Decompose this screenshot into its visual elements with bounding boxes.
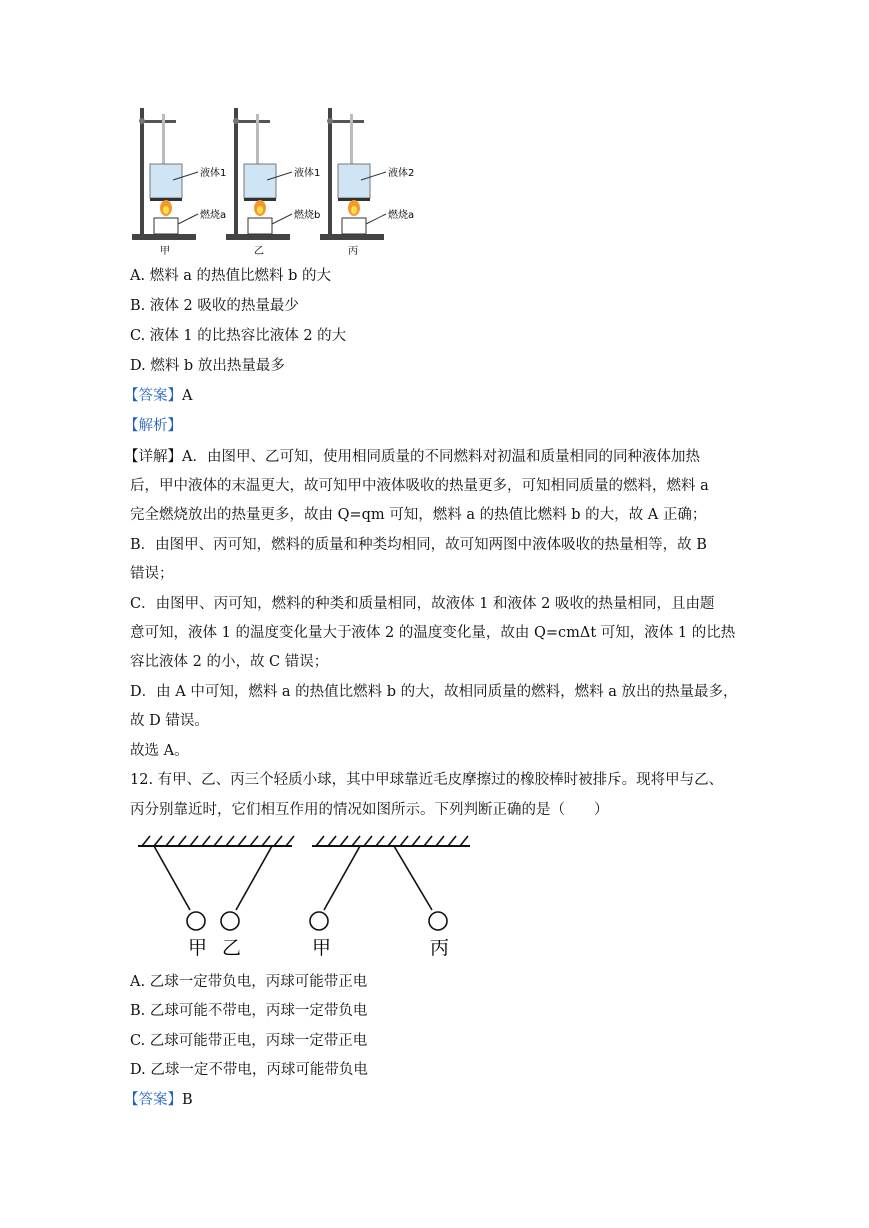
- heating-experiment-figure: [128, 100, 418, 260]
- caption-yi: 乙: [254, 246, 264, 257]
- answer-tag: 【答案】: [124, 388, 182, 404]
- ball-yi: [221, 912, 239, 930]
- explanation-line-11: 故选 A。: [130, 743, 189, 759]
- setup-yi: [226, 108, 320, 257]
- q12-stem-line-1: 12. 有甲、乙、丙三个轻质小球，其中甲球靠近毛皮摩擦过的橡胶棒时被排斥。现将甲与乙、: [130, 772, 724, 788]
- left-ceiling: [138, 836, 294, 846]
- ball-bing: [429, 912, 447, 930]
- q12-answer: [124, 1090, 193, 1110]
- q12-option-d: D. 乙球一定不带电，丙球可能带负电: [130, 1062, 368, 1078]
- charged-balls-figure: [134, 834, 474, 966]
- caption-bing: 丙: [348, 246, 358, 257]
- answer-value: A: [182, 388, 193, 404]
- setup-bing: [320, 108, 414, 257]
- q11-answer: [124, 386, 192, 406]
- label-jia-left: 甲: [188, 937, 208, 959]
- analysis-tag: 【解析】: [124, 418, 182, 434]
- q12-option-a: A. 乙球一定带负电，丙球可能带正电: [130, 974, 368, 990]
- answer-tag: 【答案】: [124, 1092, 182, 1108]
- explanation-line-4: B．由图甲、丙可知，燃料的质量和种类均相同，故可知两图中液体吸收的热量相等，故 B: [130, 537, 707, 553]
- q11-option-d: D. 燃料 b 放出热量最多: [130, 358, 285, 374]
- explanation-line-2: 后，甲中液体的末温更大，故可知甲中液体吸收的热量更多，可知相同质量的燃料，燃料 a: [130, 478, 709, 494]
- ball-jia-right: [310, 912, 328, 930]
- q12-option-c: C. 乙球可能带正电，丙球一定带正电: [130, 1033, 368, 1049]
- fuel-label-bing: 燃烧a: [388, 210, 415, 221]
- explanation-line-9: D．由 A 中可知，燃料 a 的热值比燃料 b 的大，故相同质量的燃料，燃料 a 放出的热量最多，: [130, 684, 738, 700]
- explanation-line-6: C．由图甲、丙可知，燃料的种类和质量相同，故液体 1 和液体 2 吸收的热量相同，且由题: [130, 596, 715, 612]
- liquid-label-yi: 液体1: [294, 168, 321, 179]
- q11-option-b: B. 液体 2 吸收的热量最少: [130, 298, 299, 314]
- label-jia-right: 甲: [312, 937, 332, 959]
- liquid-label-bing: 液体2: [388, 168, 415, 179]
- fuel-label-jia: 燃烧a: [200, 210, 227, 221]
- explanation-line-7: 意可知，液体 1 的温度变化量大于液体 2 的温度变化量，故由 Q=cmΔt 可知，液体 1 的比热: [130, 625, 736, 641]
- setup-jia: [132, 108, 226, 257]
- label-bing: 丙: [430, 937, 450, 959]
- explanation-line-1: 【详解】A．由图甲、乙可知，使用相同质量的不同燃料对初温和质量相同的同种液体加热: [124, 449, 700, 465]
- q12-option-b: B. 乙球可能不带电，丙球一定带负电: [130, 1003, 368, 1019]
- detail-tag: 【详解】: [124, 449, 182, 465]
- explanation-line-5: 错误；: [130, 566, 174, 582]
- answer-value: B: [182, 1092, 193, 1108]
- explanation-line-8: 容比液体 2 的小，故 C 错误；: [130, 654, 329, 670]
- right-ceiling: [312, 836, 470, 846]
- q11-option-c: C. 液体 1 的比热容比液体 2 的大: [130, 328, 347, 344]
- q12-stem-line-2: 丙分别靠近时，它们相互作用的情况如图所示。下列判断正确的是（ ）: [130, 802, 609, 818]
- label-yi: 乙: [222, 937, 242, 959]
- caption-jia: 甲: [160, 246, 170, 257]
- q11-option-a: A. 燃料 a 的热值比燃料 b 的大: [130, 268, 332, 284]
- explanation-line-10: 故 D 错误。: [130, 713, 209, 729]
- fuel-label-yi: 燃烧b: [294, 210, 321, 221]
- liquid-label-jia: 液体1: [200, 168, 227, 179]
- ball-jia-left: [187, 912, 205, 930]
- explanation-line-3: 完全燃烧放出的热量更多，故由 Q=qm 可知，燃料 a 的热值比燃料 b 的大，故 A 正确；: [130, 507, 707, 523]
